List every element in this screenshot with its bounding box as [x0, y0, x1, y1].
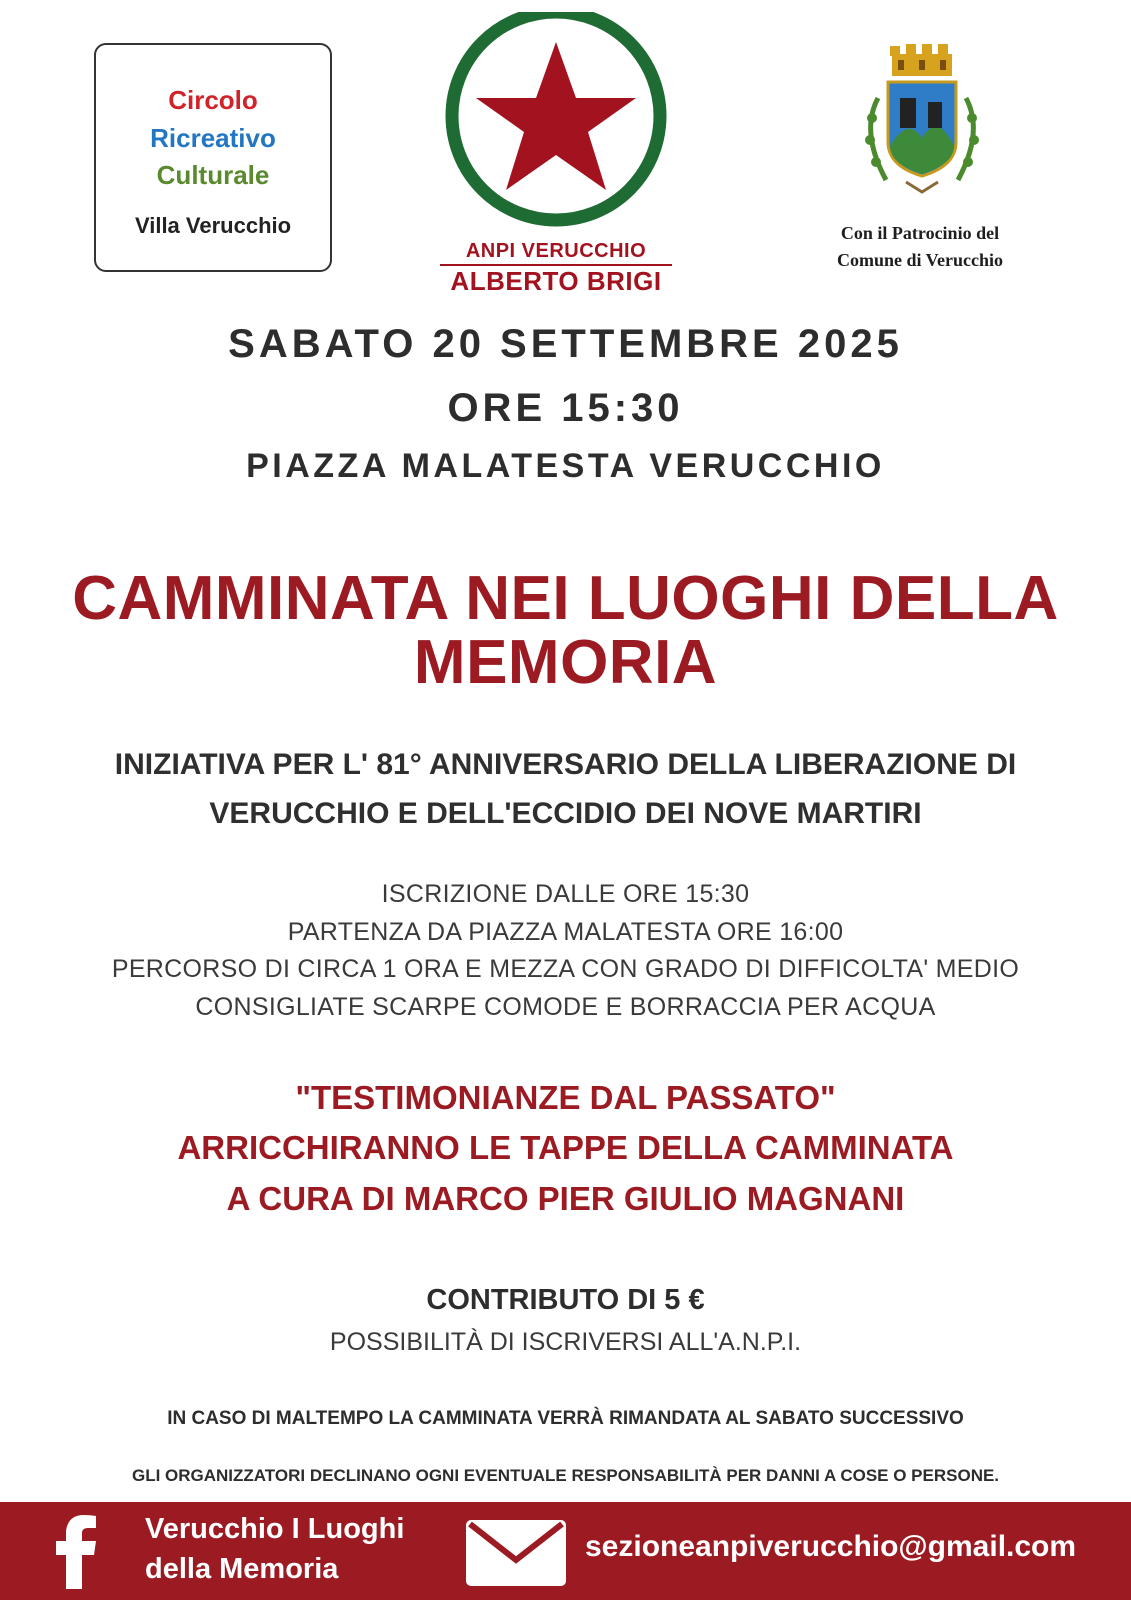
circolo-line4: Villa Verucchio: [134, 213, 292, 238]
anpi-name: ANPI VERUCCHIO: [465, 240, 647, 262]
info-registration: ISCRIZIONE DALLE ORE 15:30: [381, 880, 750, 908]
event-place: PIAZZA MALATESTA VERUCCHIO: [246, 447, 885, 485]
event-title-line2: MEMORIA: [413, 628, 718, 697]
event-date: SABATO 20 SETTEMBRE 2025: [228, 322, 903, 366]
email-address[interactable]: sezioneanpiverucchio@gmail.com: [585, 1530, 1077, 1563]
patronage-line2: Comune di Verucchio: [836, 250, 1004, 270]
disclaimer-notice: GLI ORGANIZZATORI DECLINANO OGNI EVENTUALE RESPONSABILITÀ PER DANNI A COSE O PERSONE.: [131, 1466, 1000, 1485]
patronage-text: [800, 220, 1040, 274]
circolo-line3: Culturale: [156, 160, 270, 190]
initiative-line1: INIZIATIVA PER L' 81° ANNIVERSARIO DELLA LIBERAZIONE DI: [114, 748, 1017, 781]
testimonianze-line3: A CURA DI MARCO PIER GIULIO MAGNANI: [226, 1180, 905, 1217]
anpi-star-logo-icon: [440, 12, 672, 244]
weather-notice: IN CASO DI MALTEMPO LA CAMMINATA VERRÀ RIMANDATA AL SABATO SUCCESSIVO: [167, 1408, 964, 1429]
info-route: PERCORSO DI CIRCA 1 ORA E MEZZA CON GRADO DI DIFFICOLTA' MEDIO: [111, 955, 1020, 983]
facebook-icon[interactable]: [50, 1515, 102, 1589]
verucchio-coat-of-arms-icon: [856, 42, 988, 202]
circolo-logo: [94, 43, 332, 272]
mail-icon[interactable]: [464, 1518, 568, 1588]
circolo-line2: Ricreativo: [150, 123, 276, 153]
testimonianze-line1: "TESTIMONIANZE DAL PASSATO": [295, 1079, 836, 1116]
testimonianze-line2: ARRICCHIRANNO LE TAPPE DELLA CAMMINATA: [177, 1129, 954, 1166]
facebook-page-line1[interactable]: Verucchio I Luoghi: [145, 1513, 405, 1545]
membership-note: POSSIBILITÀ DI ISCRIVERSI ALL'A.N.P.I.: [329, 1328, 802, 1356]
initiative-line2: VERUCCHIO E DELL'ECCIDIO DEI NOVE MARTIRI: [209, 797, 922, 830]
anpi-dedication: ALBERTO BRIGI: [450, 266, 662, 296]
event-time: ORE 15:30: [447, 386, 684, 430]
event-title-line1: CAMMINATA NEI LUOGHI DELLA: [72, 564, 1059, 633]
info-departure: PARTENZA DA PIAZZA MALATESTA ORE 16:00: [287, 918, 844, 946]
patronage-line1: Con il Patrocinio del: [840, 223, 1000, 243]
facebook-page-line2[interactable]: della Memoria: [145, 1553, 339, 1585]
info-advice: CONSIGLIATE SCARPE COMODE E BORRACCIA PER ACQUA: [195, 993, 936, 1021]
contribution-amount: CONTRIBUTO DI 5 €: [426, 1284, 705, 1316]
circolo-line1: Circolo: [168, 85, 258, 115]
